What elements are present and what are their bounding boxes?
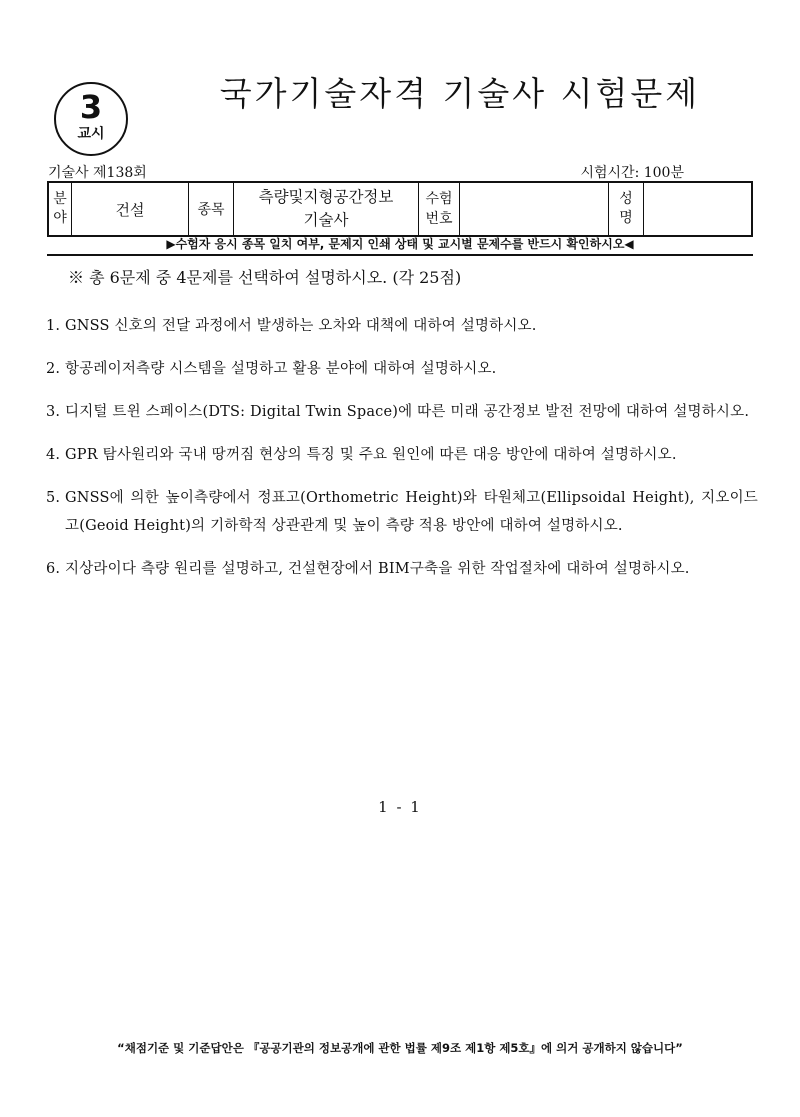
question-item [46,441,758,469]
question-number: 2. [46,361,61,377]
field-label: 분 야 [48,182,72,236]
question-text: 항공레이저측량 시스템을 설명하고 활용 분야에 대하여 설명하시오. [65,361,497,377]
page-title: 국가기술자격 기술사 시험문제 [219,74,701,113]
question-number: 1. [46,318,61,334]
field-value: 건설 [72,182,189,236]
session-badge [54,82,128,156]
question-text: GNSS에 의한 높이측량에서 정표고(Orthometric Height)와 타원체고(Ellipsoidal Height), 지오이드고(Geoid Height)의 기하학적 상관관계 및 높이 측량 적용 방안에 대하여 설명하시오. [65,490,758,534]
session-number: 3 [79,88,103,126]
question-number: 5. [46,490,61,506]
name-label: 성 명 [609,182,644,236]
question-text: GPR 탐사원리와 국내 땅꺼짐 현상의 특징 및 주요 원인에 따른 대응 방안에 대하여 설명하시오. [65,447,677,463]
question-number: 4. [46,447,61,463]
question-text: 지상라이다 측량 원리를 설명하고, 건설현장에서 BIM구축을 위한 작업절차에 대하여 설명하시오. [65,561,690,577]
question-number: 3. [46,404,61,420]
exam-info-table [47,181,753,237]
exam-duration: 시험시간: 100분 [580,165,684,181]
footer-note: “채점기준 및 기준답안은 『공공기관의 정보공개에 관한 법률 제9조 제1항 제5호』에 의거 공개하지 않습니다” [117,1041,683,1055]
question-list [46,312,758,598]
exam-round: 기술사 제138회 [48,165,147,181]
question-number: 6. [46,561,61,577]
question-item [46,398,758,426]
category-value: 측량및지형공간정보 기술사 [234,182,419,236]
exam-number-field[interactable] [460,182,609,236]
question-item [46,484,758,540]
question-text: 디지털 트윈 스페이스(DTS: Digital Twin Space)에 따른 미래 공간정보 발전 전망에 대하여 설명하시오. [65,404,750,420]
instruction: ※ 총 6문제 중 4문제를 선택하여 설명하시오. (각 25점) [68,268,462,287]
name-field[interactable] [644,182,753,236]
question-item [46,355,758,383]
question-text: GNSS 신호의 전달 과정에서 발생하는 오차와 대책에 대하여 설명하시오. [65,318,537,334]
question-item [46,555,758,583]
session-label: 교시 [77,126,105,142]
notice-banner: ▶수험자 응시 종목 일치 여부, 문제지 인쇄 상태 및 교시별 문제수를 반드시 확인하시오◀ [47,234,753,256]
category-label: 종목 [189,182,234,236]
question-item [46,312,758,340]
page-number: 1 - 1 [378,798,422,816]
exam-number-label: 수험 번호 [419,182,460,236]
